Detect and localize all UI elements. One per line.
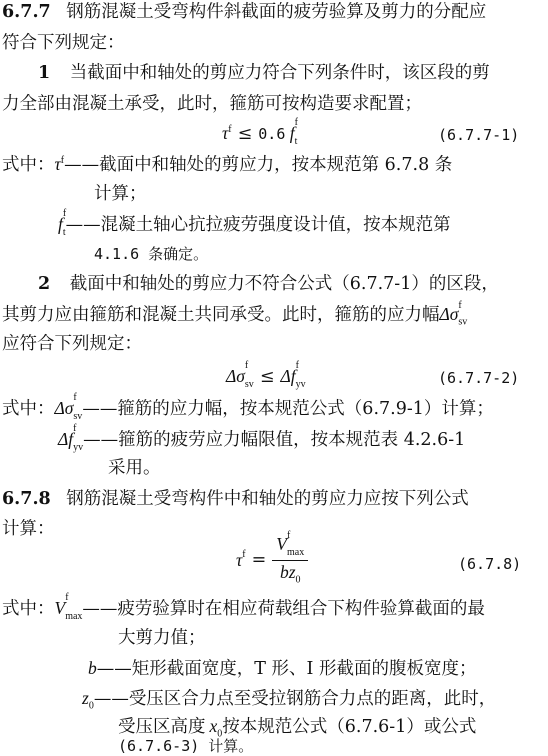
definition-text: 按本规范公式（6.7.6-1）或公式 — [222, 717, 477, 737]
definition-text: 疲劳验算时在相应荷载组合下构件验算截面的最 — [117, 599, 485, 619]
definition-text: 混凝土轴心抗拉疲劳强度设计值，按本规范第 — [100, 215, 451, 235]
section-number: 6.7.7 — [2, 2, 51, 22]
definition-z0-cont-2 — [118, 738, 253, 756]
definition-tau-cont: 计算； — [94, 184, 147, 204]
item-2-line-2: 其剪力应由箍筋和混凝土共同承受。此时，箍筋的应力幅Δσ $^f$ $_{sv}$ — [2, 300, 468, 328]
definition-delta-f: Δf $_{f yv}$——箍筋的疲劳应力幅限值，按本规范表 4.2.6-1 — [58, 422, 466, 453]
definition-z0: $z_0——$受压区合力点至受拉钢筋合力点的距离，此时， — [82, 688, 497, 712]
formula-6-7-7-2: Δσ $_{f sv}$ ≤ Δf $_{f yv}$ — [226, 359, 306, 390]
definition-text: 受压区合力点至受拉钢筋合力点的距离，此时， — [128, 689, 497, 709]
dash: —— — [82, 399, 118, 419]
definition-vmax: 式中：V $_{f max}$——疲劳验算时在相应荷载组合下构件验算截面的最 — [2, 591, 485, 622]
dash: —— — [93, 689, 129, 709]
fraction: V $_{f max}$ $bz_0$ — [272, 536, 308, 585]
equation-number: (6.7.8) — [458, 555, 522, 573]
where-label: 式中： — [2, 399, 55, 419]
item-1-line-1 — [38, 65, 490, 83]
definition-ft: f $_{f t}$——混凝土轴心抗拉疲劳强度设计值，按本规范第 — [58, 207, 451, 238]
item-text: 截面中和轴处的剪应力不符合公式（6.7.7-1）的区段， — [69, 274, 499, 294]
definition-ft-cont — [94, 246, 208, 264]
dash: —— — [65, 215, 101, 235]
item-2-line-1 — [38, 276, 499, 294]
dash: —— — [82, 599, 118, 619]
definition-z0-cont: 受压区高度 $x_0$按本规范公式（6.7.6-1）或公式 — [118, 716, 477, 740]
dash: —— — [83, 430, 119, 450]
definition-delta-f-cont: 采用。 — [108, 458, 161, 478]
dash: —— — [96, 659, 132, 679]
item-text: 当截面中和轴处的剪应力符合下列条件时，该区段的剪 — [69, 63, 490, 83]
dash: —— — [64, 155, 100, 175]
equation-number: (6.7.7-2) — [438, 369, 520, 387]
section-title: 钢筋混凝土受弯构件斜截面的疲劳验算及剪力的分配应 — [66, 2, 487, 22]
item-number: 2 — [38, 274, 51, 294]
definition-text: 截面中和轴处的剪应力，按本规范第 6.7.8 条 — [99, 155, 453, 175]
where-label: 式中： — [2, 155, 55, 175]
definition-text: (6.7.6-3) 计算。 — [118, 737, 254, 755]
definition-text: 4.1.6 条确定。 — [94, 245, 209, 263]
section-title-cont: 符合下列规定： — [2, 33, 125, 53]
section-677-heading — [2, 4, 486, 22]
section-678-heading — [2, 491, 469, 509]
definition-vmax-cont: 大剪力值； — [118, 628, 206, 648]
formula-6-7-8: τ $^f$ = V $_{f max}$ $bz_0$ — [236, 536, 308, 585]
section-number: 6.7.8 — [2, 489, 51, 509]
formula-6-7-7-1: $\tau^f \le 0.6$ f $_{f t}$ — [222, 116, 298, 147]
item-number: 1 — [38, 63, 51, 83]
item-2-line-3: 应符合下列规定： — [2, 334, 142, 354]
definition-text: 矩形截面宽度，T 形、I 形截面的腹板宽度； — [131, 659, 477, 679]
section-title-cont: 计算： — [2, 519, 55, 539]
where-label: 式中： — [2, 599, 55, 619]
definition-text: 受压区高度 — [118, 717, 206, 737]
definition-b: b——矩形截面宽度，T 形、I 形截面的腹板宽度； — [88, 658, 477, 679]
definition-delta-sigma: 式中：Δσ $_{f sv}$——箍筋的应力幅，按本规范公式（6.7.9-1）计算； — [2, 391, 494, 422]
definition-tau: 式中：$\tau^f——$截面中和轴处的剪应力，按本规范第 6.7.8 条 — [2, 154, 453, 175]
item-text: 其剪力应由箍筋和混凝土共同承受。此时，箍筋的应力幅 — [2, 305, 440, 325]
item-1-line-2: 力全部由混凝土承受，此时，箍筋可按构造要求配置； — [2, 94, 422, 114]
definition-text: 箍筋的应力幅，按本规范公式（6.7.9-1）计算； — [117, 399, 494, 419]
definition-text: 箍筋的疲劳应力幅限值，按本规范表 4.2.6-1 — [118, 430, 466, 450]
section-title: 钢筋混凝土受弯构件中和轴处的剪应力应按下列公式 — [66, 489, 469, 509]
equation-number: (6.7.7-1) — [438, 126, 520, 144]
